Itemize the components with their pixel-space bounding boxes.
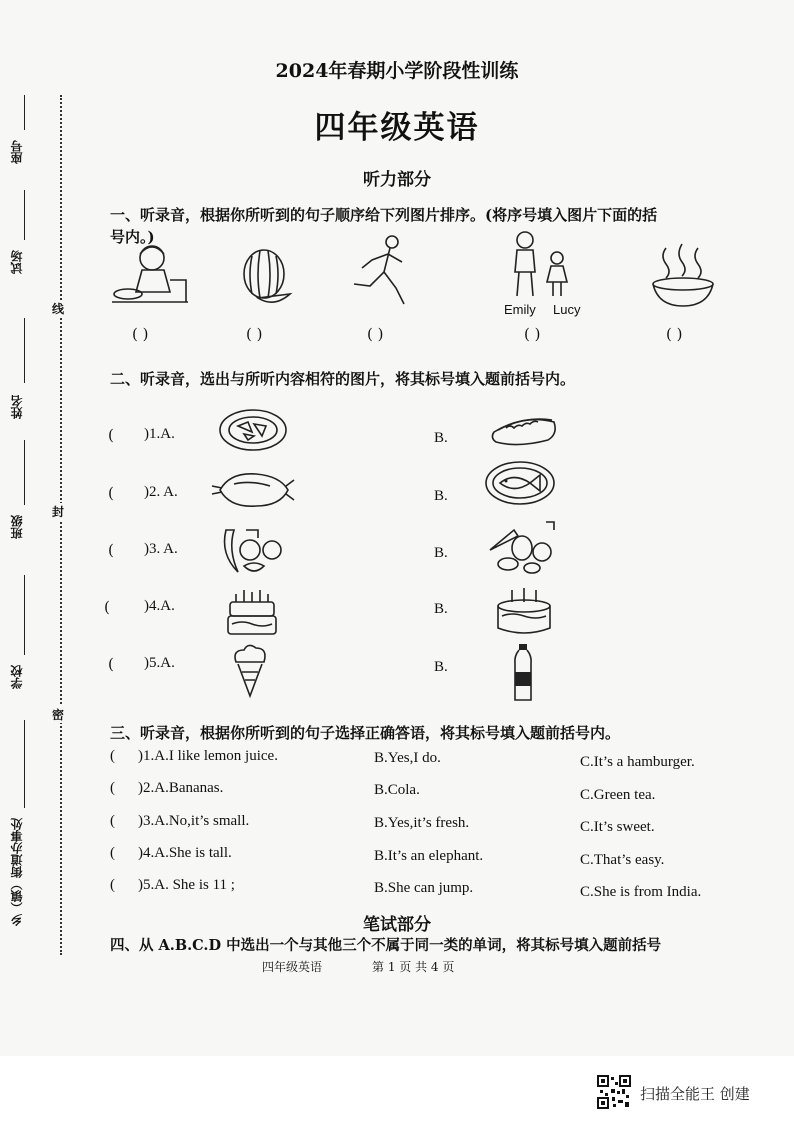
school-underline <box>24 575 25 655</box>
footer-page-number: 第 1 页 共 4 页 <box>372 960 455 974</box>
listening-heading: 听力部分 <box>363 170 431 190</box>
q2-item-3-b: B. <box>434 545 448 561</box>
q1-blank-2[interactable]: ( ) <box>246 325 263 343</box>
q2-item-3-label: )3. A. <box>144 541 178 557</box>
q2-item-5-label: )5.A. <box>144 655 175 671</box>
q4-instruction: 四、从 A.B.C.D 中选出一个与其他三个不属于同一类的单词，将其标号填入题前括号 <box>110 937 662 954</box>
seal-char-feng: 封 <box>52 505 65 519</box>
q1-blank-3[interactable]: ( ) <box>367 325 384 343</box>
water-bottle-icon <box>512 644 534 704</box>
q3-item-1-paren[interactable]: ( <box>110 748 115 764</box>
fish-plate-icon <box>484 460 556 506</box>
hotdog-icon <box>488 408 560 450</box>
class-label: 班级 <box>10 515 24 539</box>
noodle-bowl-icon <box>650 244 716 308</box>
town-label: 乡（镇）街道办事处 <box>10 818 24 926</box>
q1-blank-4[interactable]: ( ) <box>524 325 541 343</box>
small-cake-icon <box>490 584 556 638</box>
seal-char-mi: 密 <box>52 708 65 722</box>
footer-subject: 四年级英语 <box>262 960 323 974</box>
exam-subject-title: 四年级英语 <box>314 110 480 146</box>
q2-item-4-b: B. <box>434 601 448 617</box>
seal-char-xian: 线 <box>52 302 65 316</box>
q2-instruction: 二、听录音，选出与所听内容相符的图片，将其标号填入题前括号内。 <box>110 370 576 388</box>
q3-item-3-b: B.Yes,it’s fresh. <box>374 815 470 831</box>
school-label: 学校 <box>10 665 24 689</box>
q3-item-2-a: )2.A.Bananas. <box>138 780 224 796</box>
q3-item-1-a: )1.A.I like lemon juice. <box>138 748 278 764</box>
q3-item-3-a: )3.A.No,it’s small. <box>138 813 250 829</box>
emily-label: Emily <box>504 302 536 317</box>
q2-item-5-b: B. <box>434 659 448 675</box>
q3-item-1-b: B.Yes,I do. <box>374 750 441 766</box>
running-man-icon <box>348 232 414 308</box>
q3-item-4-b: B.It’s an elephant. <box>374 848 484 864</box>
room-label: 试场 <box>10 250 24 274</box>
q3-item-5-paren[interactable]: ( <box>110 877 115 893</box>
q2-item-4-label: )4.A. <box>144 598 175 614</box>
watermelon-icon <box>238 248 294 308</box>
seal-dotted-line <box>60 95 62 955</box>
q2-item-1-paren[interactable]: ( <box>108 426 114 444</box>
qr-code-icon <box>597 1075 631 1109</box>
name-label: 姓名 <box>10 395 24 419</box>
q2-item-1-label: )1.A. <box>144 426 175 442</box>
q3-instruction: 三、听录音，根据你所听到的句子选择正确答语，将其标号填入题前括号内。 <box>110 724 621 742</box>
written-heading: 笔试部分 <box>363 915 431 935</box>
q1-blank-5[interactable]: ( ) <box>666 325 683 343</box>
q3-item-2-paren[interactable]: ( <box>110 780 115 796</box>
roast-chicken-icon <box>210 466 296 514</box>
seat-label: 座号 <box>10 140 24 164</box>
q2-item-2-b: B. <box>434 488 448 504</box>
emily-lucy-icon <box>505 228 585 298</box>
q1-blank-1[interactable]: ( ) <box>132 325 149 343</box>
q3-item-4-a: )4.A.She is tall. <box>138 845 232 861</box>
exam-title: 2024年春期小学阶段性训练 <box>275 60 519 82</box>
q2-item-2-paren[interactable]: ( <box>108 484 114 502</box>
girl-eating-icon <box>110 240 190 310</box>
q2-item-5-paren[interactable]: ( <box>108 655 114 673</box>
ice-cream-icon <box>228 642 272 698</box>
q3-item-5-c: C.She is from India. <box>580 884 702 900</box>
scanner-label: 扫描全能王 创建 <box>640 1085 750 1103</box>
lucy-label: Lucy <box>553 302 581 317</box>
q3-item-4-paren[interactable]: ( <box>110 845 115 861</box>
vegetables-icon <box>484 518 556 576</box>
room-underline <box>24 190 25 240</box>
q3-item-4-c: C.That’s easy. <box>580 852 665 868</box>
q3-item-3-c: C.It’s sweet. <box>580 819 655 835</box>
q2-item-1-b: B. <box>434 430 448 446</box>
q3-item-2-c: C.Green tea. <box>580 787 656 803</box>
q2-item-2-label: )2. A. <box>144 484 178 500</box>
q2-item-3-paren[interactable]: ( <box>108 541 114 559</box>
class-underline <box>24 440 25 505</box>
fruits-icon <box>218 520 286 578</box>
town-underline <box>24 720 25 808</box>
plate-of-food-icon <box>218 408 288 452</box>
q3-item-5-b: B.She can jump. <box>374 880 474 896</box>
q1-instruction-line1: 一、听录音，根据你所听到的句子顺序给下列图片排序。(将序号填入图片下面的括 <box>110 206 658 224</box>
q3-item-5-a: )5.A. She is 11 ; <box>138 877 235 893</box>
q3-item-2-b: B.Cola. <box>374 782 420 798</box>
q3-item-3-paren[interactable]: ( <box>110 813 115 829</box>
q1-instruction-line2: 号内。) <box>110 228 155 246</box>
q3-item-1-c: C.It’s a hamburger. <box>580 754 695 770</box>
name-underline <box>24 318 25 383</box>
q2-item-4-paren[interactable]: ( <box>104 598 110 616</box>
big-cake-icon <box>226 584 278 638</box>
